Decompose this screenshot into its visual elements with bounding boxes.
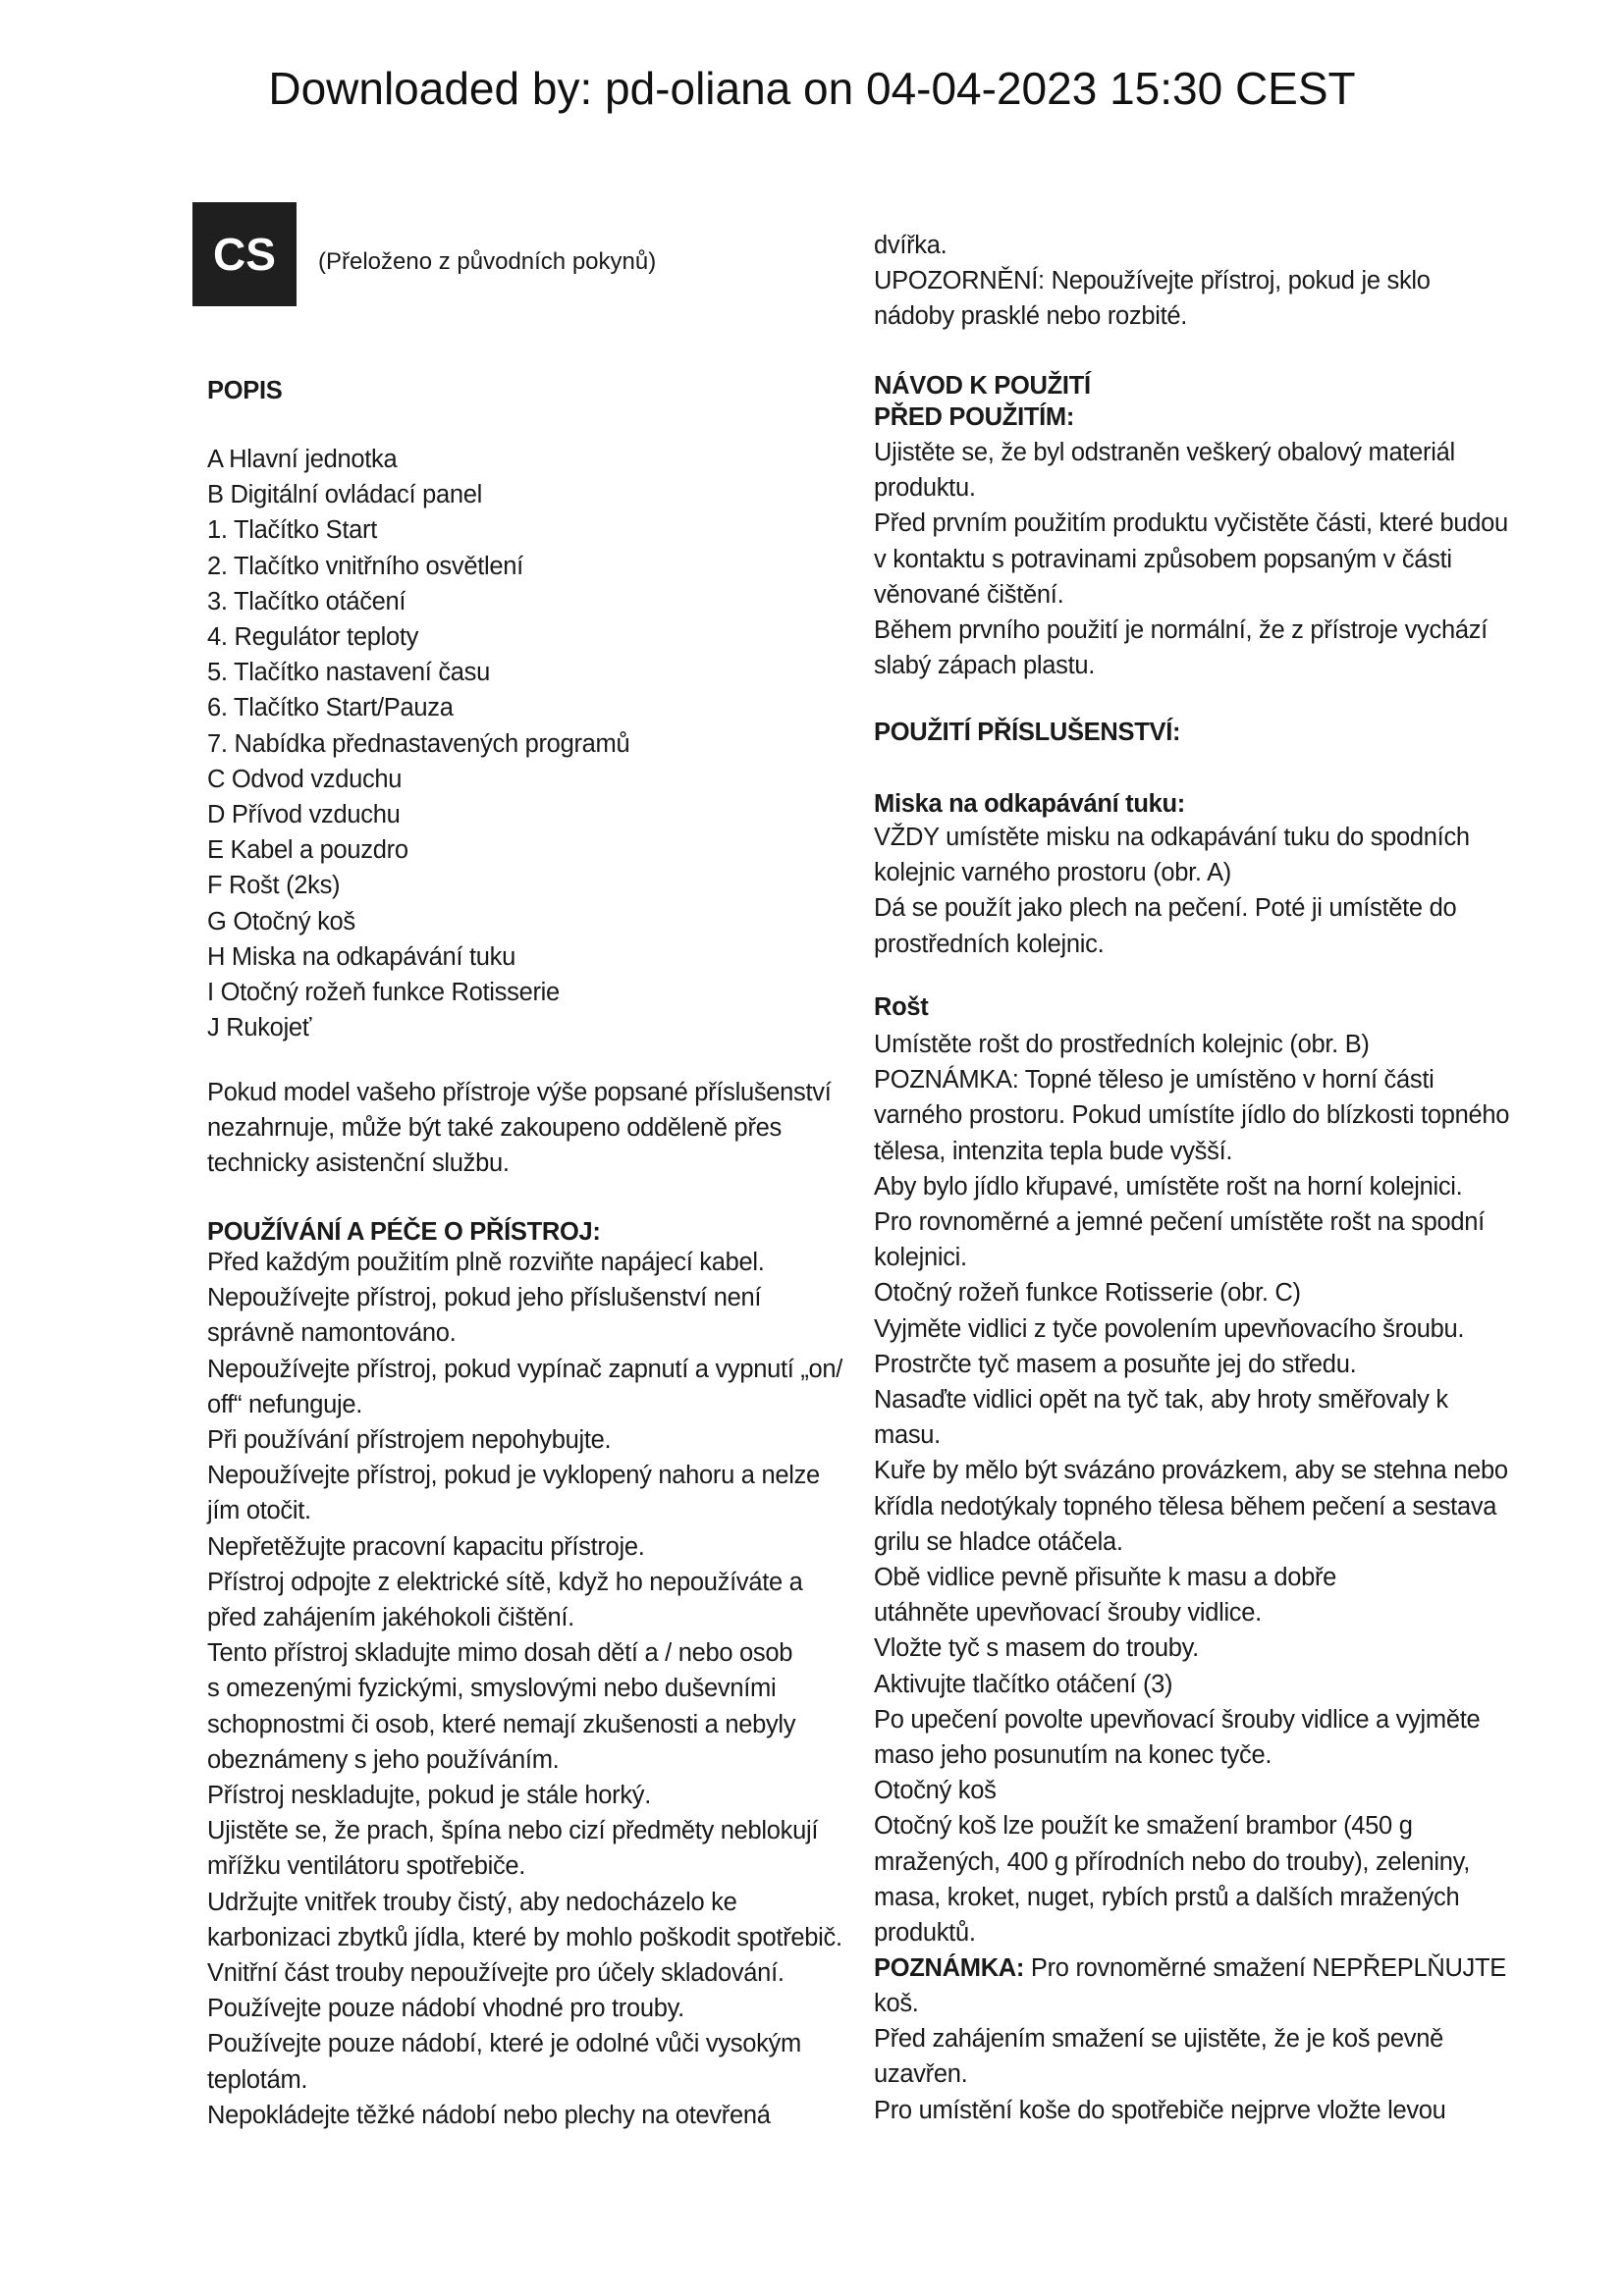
text-line: křídla nedotýkaly topného tělesa během pečení a sestava: [874, 1492, 1497, 1521]
text-line: Přístroj odpojte z elektrické sítě, když ho nepoužíváte a: [207, 1568, 803, 1596]
text-line: Nepoužívejte přístroj, pokud vypínač zapnutí a vypnutí „on/: [207, 1355, 843, 1383]
text-line: C Odvod vzduchu: [207, 765, 403, 793]
section-title-before-use: PŘED POUŽITÍM:: [874, 403, 1075, 431]
text-line: F Rošt (2ks): [207, 872, 341, 900]
text-line: slabý zápach plastu.: [874, 652, 1096, 680]
text-line: G Otočný koš: [207, 907, 355, 935]
text-line: 5. Tlačítko nastavení času: [207, 659, 490, 687]
text-line: Otočný koš: [874, 1777, 997, 1805]
text-line: Po upečení povolte upevňovací šrouby vidlice a vyjměte: [874, 1705, 1481, 1734]
text-line: produktu.: [874, 474, 976, 503]
text-line: Tento přístroj skladujte mimo dosah dětí a / nebo osob: [207, 1639, 793, 1668]
text-line: Před každým použitím plně rozviňte napájecí kabel.: [207, 1249, 765, 1276]
text-line: J Rukojeť: [207, 1014, 312, 1042]
language-badge: CS: [192, 202, 297, 306]
text-line: Nepřetěžujte pracovní kapacitu přístroje.: [207, 1532, 645, 1561]
text-line: 3. Tlačítko otáčení: [207, 587, 406, 615]
download-header: Downloaded by: pd-oliana on 04-04-2023 15:30 CEST: [268, 63, 1356, 114]
text-line: E Kabel a pouzdro: [207, 836, 408, 865]
text-line: Vnitřní část trouby nepoužívejte pro účely skladování.: [207, 1959, 785, 1988]
text-line: utáhněte upevňovací šrouby vidlice.: [874, 1599, 1262, 1628]
text-line: Otočný rožeň funkce Rotisserie (obr. C): [874, 1279, 1301, 1308]
text-line: Udržujte vnitřek trouby čistý, aby nedocházelo ke: [207, 1888, 737, 1916]
text-line: uzavřen.: [874, 2060, 968, 2089]
text-line: maso jeho posunutím na konec tyče.: [874, 1741, 1272, 1770]
text-line: Používejte pouze nádobí, které je odolné vůči vysokým: [207, 2030, 801, 2058]
text-line: technicky asistenční službu.: [207, 1149, 510, 1178]
text-line: Kuře by mělo být svázáno provázkem, aby se stehna nebo: [874, 1457, 1508, 1485]
text-line: před zahájením jakéhokoli čištění.: [207, 1604, 574, 1632]
text-line: kolejnic varného prostoru (obr. A): [874, 859, 1231, 887]
text-line: mřížku ventilátoru spotřebiče.: [207, 1852, 526, 1881]
rack-title: Rošt: [874, 993, 929, 1021]
text-line: mražených, 400 g přírodních nebo do trouby), zeleniny,: [874, 1847, 1471, 1876]
note-label: POZNÁMKA:: [874, 1954, 1025, 1982]
text-line: Vyjměte vidlici z tyče povolením upevňovacího šroubu.: [874, 1314, 1465, 1343]
text-line: Při používání přístrojem nepohybujte.: [207, 1426, 612, 1455]
text-line: Pokud model vašeho přístroje výše popsané příslušenství: [207, 1079, 832, 1106]
text-line: Nasaďte vidlici opět na tyč tak, aby hroty směřovaly k: [874, 1386, 1448, 1415]
final-text: [874, 1986, 1522, 2128]
section-title-accessories: POUŽITÍ PŘÍSLUŠENSTVÍ:: [874, 719, 1181, 746]
text-line: Používejte pouze nádobí vhodné pro trouby.: [207, 1995, 684, 2023]
text-line: grilu se hladce otáčela.: [874, 1527, 1123, 1556]
text-line: 1. Tlačítko Start: [207, 516, 378, 545]
text-line: Dá se použít jako plech na pečení. Poté ji umístěte do: [874, 894, 1457, 923]
text-line: Nepokládejte těžké nádobí nebo plechy na otevřená: [207, 2101, 771, 2129]
text-line: jím otočit.: [207, 1497, 311, 1525]
translated-note: (Přeloženo z původních pokynů): [318, 248, 657, 275]
text-line: I Otočný rožeň funkce Rotisserie: [207, 979, 560, 1007]
text-line: Ujistěte se, že byl odstraněn veškerý obalový materiál: [874, 439, 1455, 466]
text-line: Obě vidlice pevně přisuňte k masu a dobře: [874, 1564, 1337, 1592]
section-title-popis: POPIS: [207, 377, 283, 404]
text-line: 7. Nabídka přednastavených programů: [207, 729, 630, 758]
text-line: produktů.: [874, 1919, 976, 1948]
rack-text: [874, 1027, 1522, 1950]
drip-tray-text: [874, 820, 1522, 962]
text-line: kolejnici.: [874, 1244, 967, 1272]
text-line: teplotám.: [207, 2065, 308, 2094]
text-line: koš.: [874, 1990, 919, 2017]
basket-note: [874, 1950, 1522, 1986]
text-line: Přístroj neskladujte, pokud je stále horký.: [207, 1782, 652, 1810]
text-line: varného prostoru. Pokud umístíte jídlo do blízkosti topného: [874, 1101, 1510, 1130]
text-line: Vložte tyč s masem do trouby.: [874, 1634, 1199, 1663]
text-line: věnované čištění.: [874, 580, 1064, 609]
text-line: A Hlavní jednotka: [207, 446, 398, 473]
text-line: Pro rovnoměrné a jemné pečení umístěte rošt na spodní: [874, 1208, 1485, 1237]
text-line: off“ nefunguje.: [207, 1390, 363, 1418]
text-line: masu.: [874, 1421, 941, 1450]
text-line: karbonizaci zbytků jídla, které by mohlo poškodit spotřebič.: [207, 1923, 842, 1951]
text-line: prostředních kolejnic.: [874, 930, 1105, 958]
text-line: nádoby prasklé nebo rozbité.: [874, 302, 1188, 331]
text-line: Prostrčte tyč masem a posuňte jej do středu.: [874, 1350, 1357, 1378]
text-line: dvířka.: [874, 232, 947, 259]
accessories-note: [207, 1075, 845, 1182]
text-line: masa, kroket, nuget, rybích prstů a dalších mražených: [874, 1883, 1460, 1911]
text-line: 4. Regulátor teploty: [207, 623, 419, 652]
note-text: Pro rovnoměrné smažení NEPŘEPLŇUJTE: [1024, 1954, 1506, 1982]
text-line: H Miska na odkapávání tuku: [207, 942, 515, 971]
text-line: UPOZORNĚNÍ: Nepoužívejte přístroj, pokud je sklo: [874, 267, 1431, 295]
text-line: schopnostmi či osob, které nemají zkušenosti a nebyly: [207, 1710, 796, 1738]
component-list: [207, 442, 845, 1045]
text-line: 2. Tlačítko vnitřního osvětlení: [207, 552, 523, 580]
section-title-care: POUŽÍVÁNÍ A PÉČE O PŘÍSTROJ:: [207, 1218, 601, 1246]
text-line: správně namontováno.: [207, 1319, 457, 1348]
text-line: Aby bylo jídlo křupavé, umístěte rošt na horní kolejnici.: [874, 1172, 1463, 1201]
text-line: v kontaktu s potravinami způsobem popsaným v části: [874, 545, 1452, 573]
text-line: Nepoužívejte přístroj, pokud jeho příslušenství není: [207, 1284, 762, 1312]
text-line: B Digitální ovládací panel: [207, 481, 482, 509]
text-line: Nepoužívejte přístroj, pokud je vyklopený nahoru a nelze: [207, 1462, 820, 1490]
text-line: Před prvním použitím produktu vyčistěte části, které budou: [874, 509, 1508, 538]
text-line: Ujistěte se, že prach, špína nebo cizí předměty neblokují: [207, 1817, 819, 1845]
text-line: Otočný koš lze použít ke smažení brambor (450 g: [874, 1812, 1413, 1841]
text-line: POZNÁMKA: Topné těleso je umístěno v horní části: [874, 1066, 1435, 1095]
before-use-text: [874, 435, 1522, 683]
continued-text: [874, 228, 1522, 335]
text-line: nezahrnuje, může být také zakoupeno odděleně přes: [207, 1114, 782, 1143]
text-line: VŽDY umístěte misku na odkapávání tuku do spodních: [874, 824, 1470, 851]
text-line: Umístěte rošt do prostředních kolejnic (obr. B): [874, 1031, 1370, 1058]
drip-tray-title: Miska na odkapávání tuku:: [874, 790, 1186, 818]
text-line: D Přívod vzduchu: [207, 801, 401, 829]
care-instructions: [207, 1245, 845, 2133]
text-line: 6. Tlačítko Start/Pauza: [207, 694, 454, 722]
text-line: tělesa, intenzita tepla bude vyšší.: [874, 1137, 1233, 1165]
section-title-usage: NÁVOD K POUŽITÍ: [874, 372, 1091, 400]
text-line: Před zahájením smažení se ujistěte, že je koš pevně: [874, 2025, 1444, 2054]
text-line: s omezenými fyzickými, smyslovými nebo duševními: [207, 1675, 777, 1703]
text-line: Pro umístění koše do spotřebiče nejprve vložte levou: [874, 2096, 1446, 2124]
text-line: Aktivujte tlačítko otáčení (3): [874, 1670, 1173, 1698]
text-line: Během prvního použití je normální, že z přístroje vychází: [874, 616, 1488, 645]
text-line: obeznámeny s jeho používáním.: [207, 1745, 560, 1774]
